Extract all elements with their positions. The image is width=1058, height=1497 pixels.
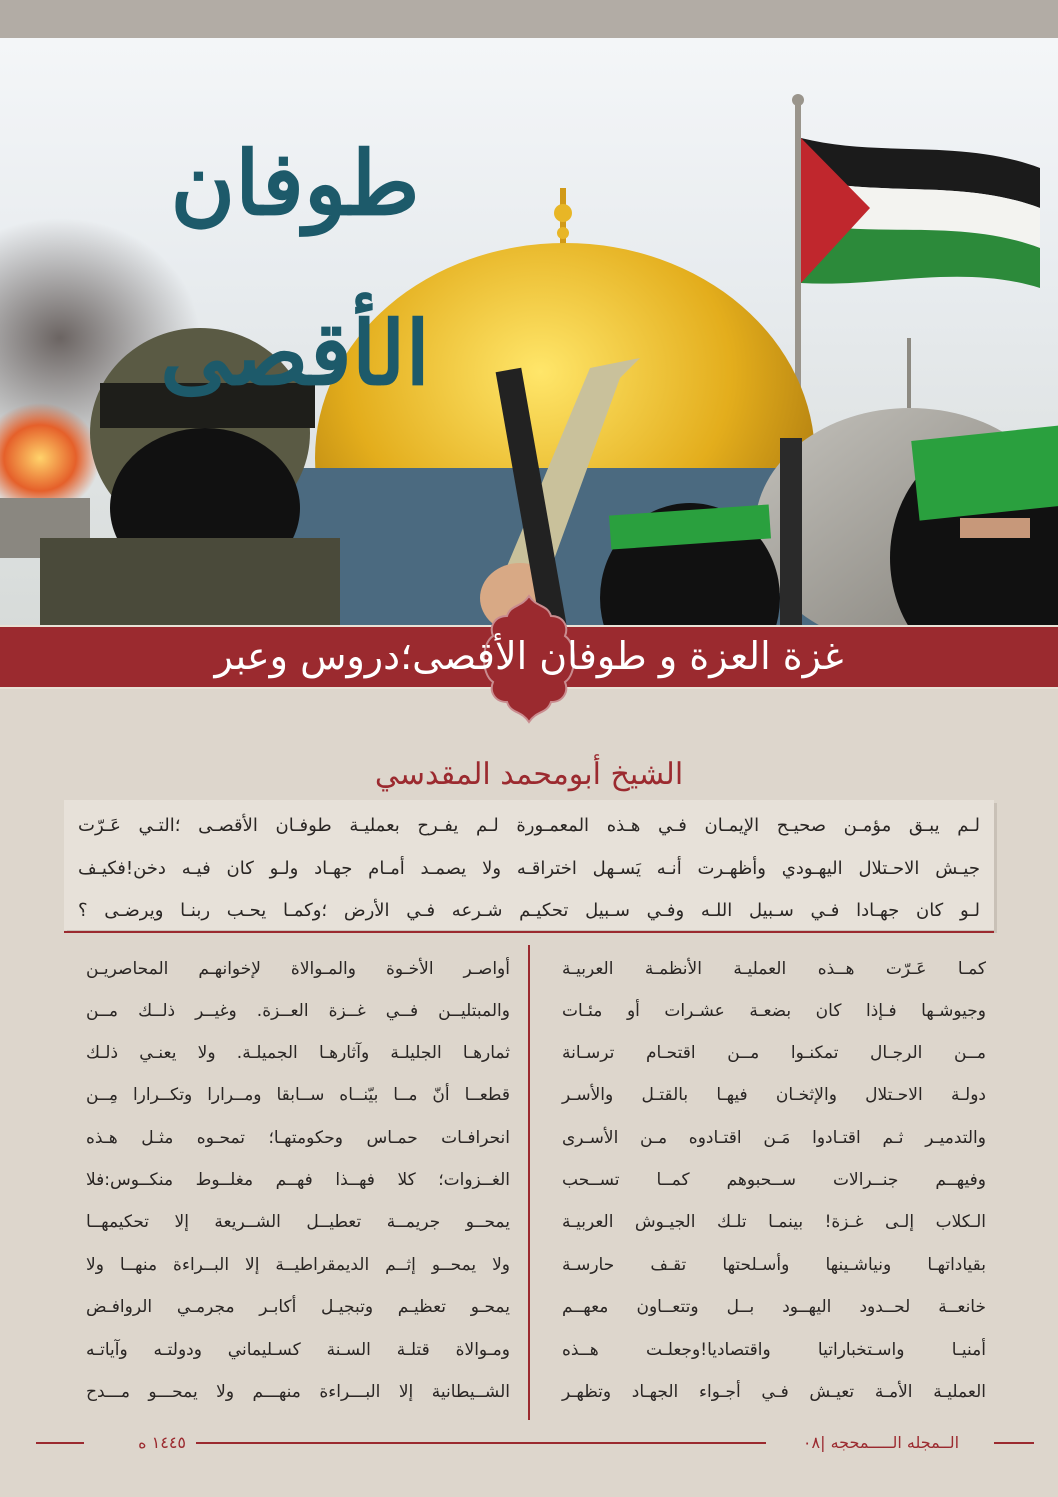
footer-rule-left [36, 1442, 84, 1444]
footer-rule-middle [196, 1442, 766, 1444]
column-line: الغــزوات؛ كلا فهــذا فهــم مغلــوط منكــوس:فلا [86, 1170, 510, 1190]
top-bar [0, 0, 1058, 38]
column-line: يمحـو تعظيـم وتبجيـل أكابـر مجرمـي الروافـض [86, 1297, 510, 1317]
column-line: يمحــو جريمــة تعطيــل الشــريعة إلا تحكيمهــا [86, 1212, 510, 1232]
column-line: الشــيطانية إلا البـــراءة منهـــم ولا يمحـــو مـــدح [86, 1382, 510, 1402]
intro-line: جيـش الاحـتلال اليهـودي وأظهـرت أنـه يَسـهل اختراقـه ولا يصمـد أمـام جهـاد ولـو كان فيـه دخن!فكيـف [78, 858, 980, 879]
footer-rule-right [994, 1442, 1034, 1444]
column-line: ومـوالاة قتلـة السـنة كسـليماني ودولتـه وآياتـه [86, 1340, 510, 1360]
column-line: وجيوشـها فـإذا كان بضعـة عشـرات أو مئـات [562, 1001, 986, 1021]
column-line: مــن الرجـال تمكنـوا مــن اقتحـام ترسـانة [562, 1043, 986, 1063]
column-line: والمبتليــن فــي غــزة العــزة. وغيــر ذلــك مــن [86, 1001, 510, 1021]
footer-year: ١٤٤٥ ه [138, 1433, 186, 1452]
column-line: الـكلاب إلـى غـزة! بينمـا تلـك الجيـوش العربيـة [562, 1212, 986, 1232]
footer-page-label: الــمجله الـــــمحجه |٠٨ [802, 1433, 960, 1452]
column-line: العمليـة الأمـة تعيـش فـي أجـواء الجهـاد وتظهـر [562, 1382, 986, 1402]
column-line: دولـة الاحـتلال والإثخـان فيهـا بالقتـل والأسـر [562, 1085, 986, 1105]
column-divider [528, 945, 530, 1420]
hero-image [0, 38, 1058, 628]
intro-line: لـم يبـق مؤمـن صحيـح الإيمـان فـي هـذه المعمـورة لـم يفـرح بعمليـة طوفـان الأقصـى ؛التـي عَـرّت [78, 815, 980, 836]
column-line: أمنيـا واسـتخباراتيا واقتصاديا!وجعلـت هــذه [562, 1340, 986, 1360]
column-line: كمـا عَـرّت هــذه العمليـة الأنظمـة العربيـة [562, 959, 986, 979]
intro-line: لـو كان جهـادا فـي سـبيل اللـه وفـي سـبيل تحكيـم شـرعه فـي الأرض ؛وكمـا يحـب ربنـا ويرضـى ؟ [78, 900, 980, 921]
article-title: غزة العزة و طوفان الأقصى؛دروس وعبر [214, 634, 844, 678]
hero-calligraphy: طوفان الأقصى [160, 131, 430, 405]
column-line: والتدميـر ثـم اقتـادوا مَـن اقتـادوه مـن الأسـرى [562, 1128, 986, 1148]
fighter-center [600, 503, 780, 628]
column-line: بقياداتهـا ونياشـينها وأسـلحتها تقـف حارسـة [562, 1255, 986, 1275]
column-line: ولا يمحــو إثــم الديمقراطيــة إلا البــراءة منهــا ولا [86, 1255, 510, 1275]
column-line: قطعــا أنّ مــا بيّنــاه ســابقا ومــرارا وتكــرارا مِــن [86, 1085, 510, 1105]
intro-divider [64, 931, 994, 933]
author-name: الشيخ أبومحمد المقدسي [374, 757, 684, 792]
column-line: وفيهــم جنــرالات ســحبوهم كمــا تســحب [562, 1170, 986, 1190]
column-line: أواصـر الأخـوة والمـوالاة لإخوانهـم المحاصريـن [86, 959, 510, 979]
palestine-flag [801, 138, 1040, 288]
column-line: ثمارهـا الجليلـة وآثارهـا الجميلـة. ولا يعنـي ذلـك [86, 1043, 510, 1063]
column-line: خانعــة لحــدود اليهــود بــل وتتعــاون معهــم [562, 1297, 986, 1317]
column-line: انحرافـات حمـاس وحكومتهـا؛ تمحـوه مثـل هـذه [86, 1128, 510, 1148]
